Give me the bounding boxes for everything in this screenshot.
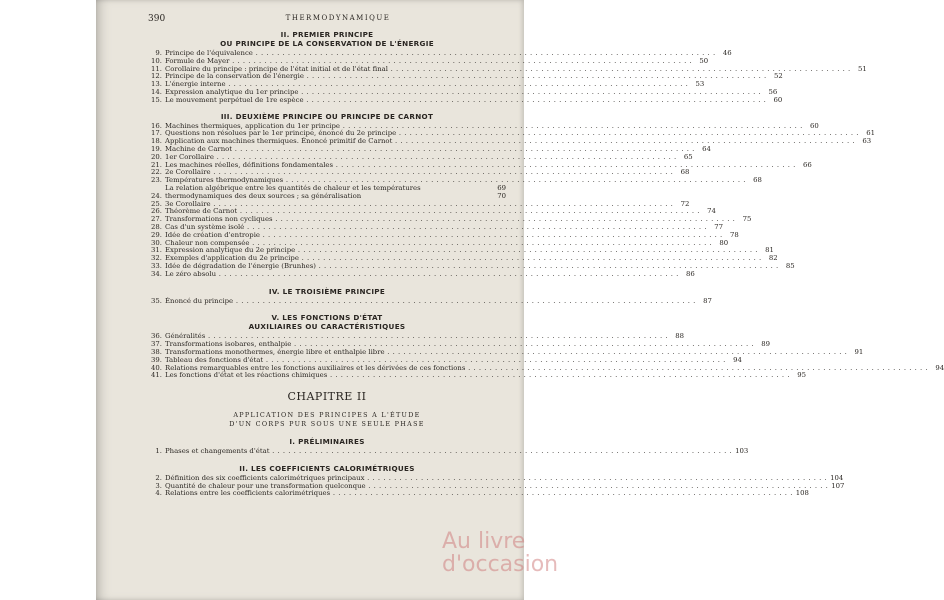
toc-entry <box>148 185 506 201</box>
entry-number: 29. <box>151 230 162 239</box>
toc-entry <box>148 95 783 105</box>
entry-page: 88 <box>675 332 685 341</box>
entry-number: 33. <box>151 261 162 270</box>
entry-number: 36. <box>151 332 162 341</box>
entry-text: Application aux machines thermiques. Énoncé primitif de Carnot . . . <box>165 138 855 146</box>
entry-page: 82 <box>768 254 778 263</box>
page-number: 390 <box>148 14 166 24</box>
entry-text: Questions non résolues par le 1er principe, énoncé du 2e principe . . . <box>165 130 859 138</box>
entry-text: Idée de dégradation de l'énergie (Brunhes) . . . <box>165 263 779 271</box>
chapter-subtitle <box>148 411 506 429</box>
entry-text: Exemples d'application du 2e principe . . . <box>165 255 762 263</box>
entry-number: 40. <box>151 363 162 372</box>
entry-text: Quantité de chaleur pour une transformation quelconque . . . <box>165 483 828 491</box>
entry-page: 91 <box>854 347 864 356</box>
toc-section <box>148 437 749 456</box>
entry-number: 11. <box>151 64 162 73</box>
watermark-line: Au livre <box>442 529 526 554</box>
entry-list <box>148 121 875 279</box>
entry-text: Expression analytique du 2e principe . . . <box>165 247 758 255</box>
entry-page: 63 <box>862 137 872 146</box>
entry-text: Machines thermiques, application du 1er principe . . . <box>165 123 803 131</box>
entry-text: Définition des six coefficients calorimétriques principaux . . . <box>165 475 827 483</box>
entry-page: 104 <box>830 473 844 482</box>
entry-number: 12. <box>151 72 162 81</box>
entry-list <box>148 447 749 456</box>
entry-text: Relations remarquables entre les fonctions auxiliaires et les dérivées de ces fonctions . . . <box>165 365 928 373</box>
entry-number: 23. <box>151 176 162 185</box>
toc-section <box>148 30 867 105</box>
entry-text: Théorème de Carnot . . . <box>165 208 700 216</box>
watermark-line: d'occasion <box>442 552 559 577</box>
entry-text: Formule de Mayer . . . <box>165 58 692 66</box>
entry-page: 50 <box>699 56 709 65</box>
entry-page: 80 <box>719 238 729 247</box>
toc-entry <box>148 296 712 306</box>
entry-text: 2e Corollaire . . . <box>165 169 673 177</box>
section-title: III. DEUXIÈME PRINCIPE OU PRINCIPE DE CARNOT <box>220 111 434 121</box>
entry-text: Phases et changements d'état . . . <box>165 448 732 456</box>
entry-page: 95 <box>797 371 807 380</box>
toc-entry <box>148 371 807 380</box>
entry-list <box>148 296 712 306</box>
entry-page: 87 <box>703 296 712 305</box>
entry-number: 16. <box>151 121 162 130</box>
entry-page: 69 <box>497 183 506 192</box>
entry-number: 18. <box>151 137 162 146</box>
entry-text: Principe de la conservation de l'énergie . . . <box>165 73 767 81</box>
entry-text: Transformations monothermes, énergie libre et enthalpie libre . . . <box>165 349 847 357</box>
entry-text: 1er Corollaire . . . <box>165 154 677 162</box>
entry-number: 39. <box>151 355 162 364</box>
entry-text: Machine de Carnot . . . <box>165 146 695 154</box>
entry-page: 94 <box>935 363 944 372</box>
entry-text: Les machines réelles, définitions fondamentales . . . <box>165 162 796 170</box>
entry-number: 26. <box>151 207 162 216</box>
entry-number: 25. <box>151 199 162 208</box>
entry-text: Généralités . . . <box>165 333 668 341</box>
section-title: II. LES COEFFICIENTS CALORIMÉTRIQUES <box>239 463 415 473</box>
entry-number: 3. <box>155 481 162 490</box>
section-title: II. PREMIER PRINCIPE <box>280 30 374 39</box>
entry-text: Expression analytique du 1er principe . . . <box>165 89 761 97</box>
entry-page: 64 <box>702 144 711 153</box>
entry-number: 37. <box>151 340 162 349</box>
running-title: THERMODYNAMIQUE <box>285 14 391 22</box>
entry-text: L'énergie interne . . . <box>165 81 688 89</box>
entry-page: 103 <box>735 447 749 456</box>
entry-text: Idée de création d'entropie . . . <box>165 232 723 240</box>
section-title: V. LES FONCTIONS D'ÉTAT <box>271 313 383 323</box>
entry-page: 52 <box>773 72 783 81</box>
entry-number: 34. <box>151 269 162 278</box>
entry-number: 14. <box>151 87 162 96</box>
section-title: OU PRINCIPE DE LA CONSERVATION DE L'ÉNERGIE <box>220 39 434 48</box>
entry-text: Cas d'un système isolé . . . <box>165 224 707 232</box>
section-title: I. PRÉLIMINAIRES <box>289 437 365 447</box>
entry-number: 41. <box>151 371 162 380</box>
entry-page: 68 <box>753 176 762 185</box>
entry-page: 94 <box>733 355 742 364</box>
entry-page: 56 <box>768 87 778 96</box>
entry-number: 31. <box>151 246 162 255</box>
chapter-subtitle-line: APPLICATION DES PRINCIPES A L'ÉTUDE <box>233 411 421 420</box>
entry-page: 107 <box>831 481 845 490</box>
entry-text: 3e Corollaire . . . <box>165 201 673 209</box>
entry-number: 27. <box>151 215 162 224</box>
entry-number: 4. <box>155 489 162 498</box>
section-title: AUXILIAIRES OU CARACTÉRISTIQUES <box>248 322 406 332</box>
entry-text: La relation algébrique entre les quantités de chaleur et les températures thermodynamiques des deux sources ; sa généralisation <box>165 183 421 200</box>
entry-page: 86 <box>686 269 695 278</box>
entry-page: 77 <box>714 222 724 231</box>
chapter-title: CHAPITRE II <box>287 390 367 404</box>
entry-text: Principe de l'équivalence . . . <box>165 50 716 58</box>
entry-page: 61 <box>866 129 875 138</box>
entry-text: Les fonctions d'état et les réactions chimiques . . . <box>165 372 790 380</box>
toc-entry <box>148 447 749 456</box>
entry-number: 35. <box>151 296 162 305</box>
entry-text: Chaleur non compensée . . . <box>165 240 712 248</box>
entry-page: 70 <box>497 191 506 200</box>
entry-number: 32. <box>151 254 162 263</box>
entry-text: Le zéro absolu . . . <box>165 271 679 279</box>
entry-page: 46 <box>722 49 732 57</box>
entry-page: 78 <box>729 230 739 239</box>
entry-page: 68 <box>680 168 690 177</box>
toc-entry <box>148 489 809 498</box>
entry-number: 9. <box>155 49 162 57</box>
entry-page: 60 <box>773 95 783 104</box>
entry-number: 13. <box>151 80 162 89</box>
entry-page: 53 <box>695 80 705 89</box>
chapter-block <box>148 390 506 429</box>
entry-page: 89 <box>761 340 771 349</box>
entry-number: 10. <box>151 56 162 65</box>
entry-text: Corollaire du principe : principe de l'état initial et de l'état final . . . <box>165 66 851 74</box>
entry-list <box>148 473 845 498</box>
entry-list <box>148 332 944 380</box>
entry-number: 15. <box>151 95 162 104</box>
toc-section <box>148 111 875 279</box>
entry-number: 30. <box>151 238 162 247</box>
entry-text: Températures thermodynamiques . . . <box>165 177 746 185</box>
entry-number: 38. <box>151 347 162 356</box>
entry-page: 65 <box>683 152 693 161</box>
chapter-subtitle-line: D'UN CORPS PUR SOUS UNE SEULE PHASE <box>229 420 425 429</box>
entry-number: 19. <box>151 144 162 153</box>
entry-page <box>490 185 506 201</box>
toc-section <box>148 313 944 380</box>
entry-page: 74 <box>707 207 716 216</box>
entry-list <box>148 49 867 105</box>
entry-page: 108 <box>795 489 809 498</box>
toc-section <box>148 286 712 306</box>
entry-number: 17. <box>151 129 162 138</box>
watermark <box>442 530 558 576</box>
running-head <box>148 14 504 22</box>
toc-section <box>148 463 845 498</box>
entry-text: Transformations non cycliques . . . <box>165 216 735 224</box>
section-title: IV. LE TROISIÈME PRINCIPE <box>268 286 386 296</box>
entry-page: 66 <box>803 160 812 169</box>
entry-number: 21. <box>151 160 162 169</box>
entry-page: 60 <box>809 121 819 130</box>
toc-entry <box>148 269 695 279</box>
entry-page: 72 <box>680 199 690 208</box>
entry-page: 81 <box>765 246 774 255</box>
entry-number: 2. <box>155 473 162 482</box>
entry-number: 1. <box>155 447 162 456</box>
entry-number: 20. <box>151 152 162 161</box>
entry-number: 22. <box>151 168 162 177</box>
entry-page: 51 <box>857 64 867 73</box>
entry-number: 28. <box>151 222 162 231</box>
entry-page: 75 <box>742 215 752 224</box>
book-page <box>96 0 944 600</box>
entry-text: Énoncé du principe . . . <box>165 298 696 306</box>
entry-text: Transformations isobares, enthalpie . . . <box>165 341 754 349</box>
entry-text: Tableau des fonctions d'état . . . <box>165 357 726 365</box>
table-of-contents <box>148 30 944 498</box>
entry-text: Le mouvement perpétuel de 1re espèce . . . <box>165 97 766 105</box>
entry-page: 85 <box>785 261 795 270</box>
entry-number: 24. <box>151 191 162 200</box>
entry-text: Relations entre les coefficients calorimétriques . . . <box>165 490 793 498</box>
